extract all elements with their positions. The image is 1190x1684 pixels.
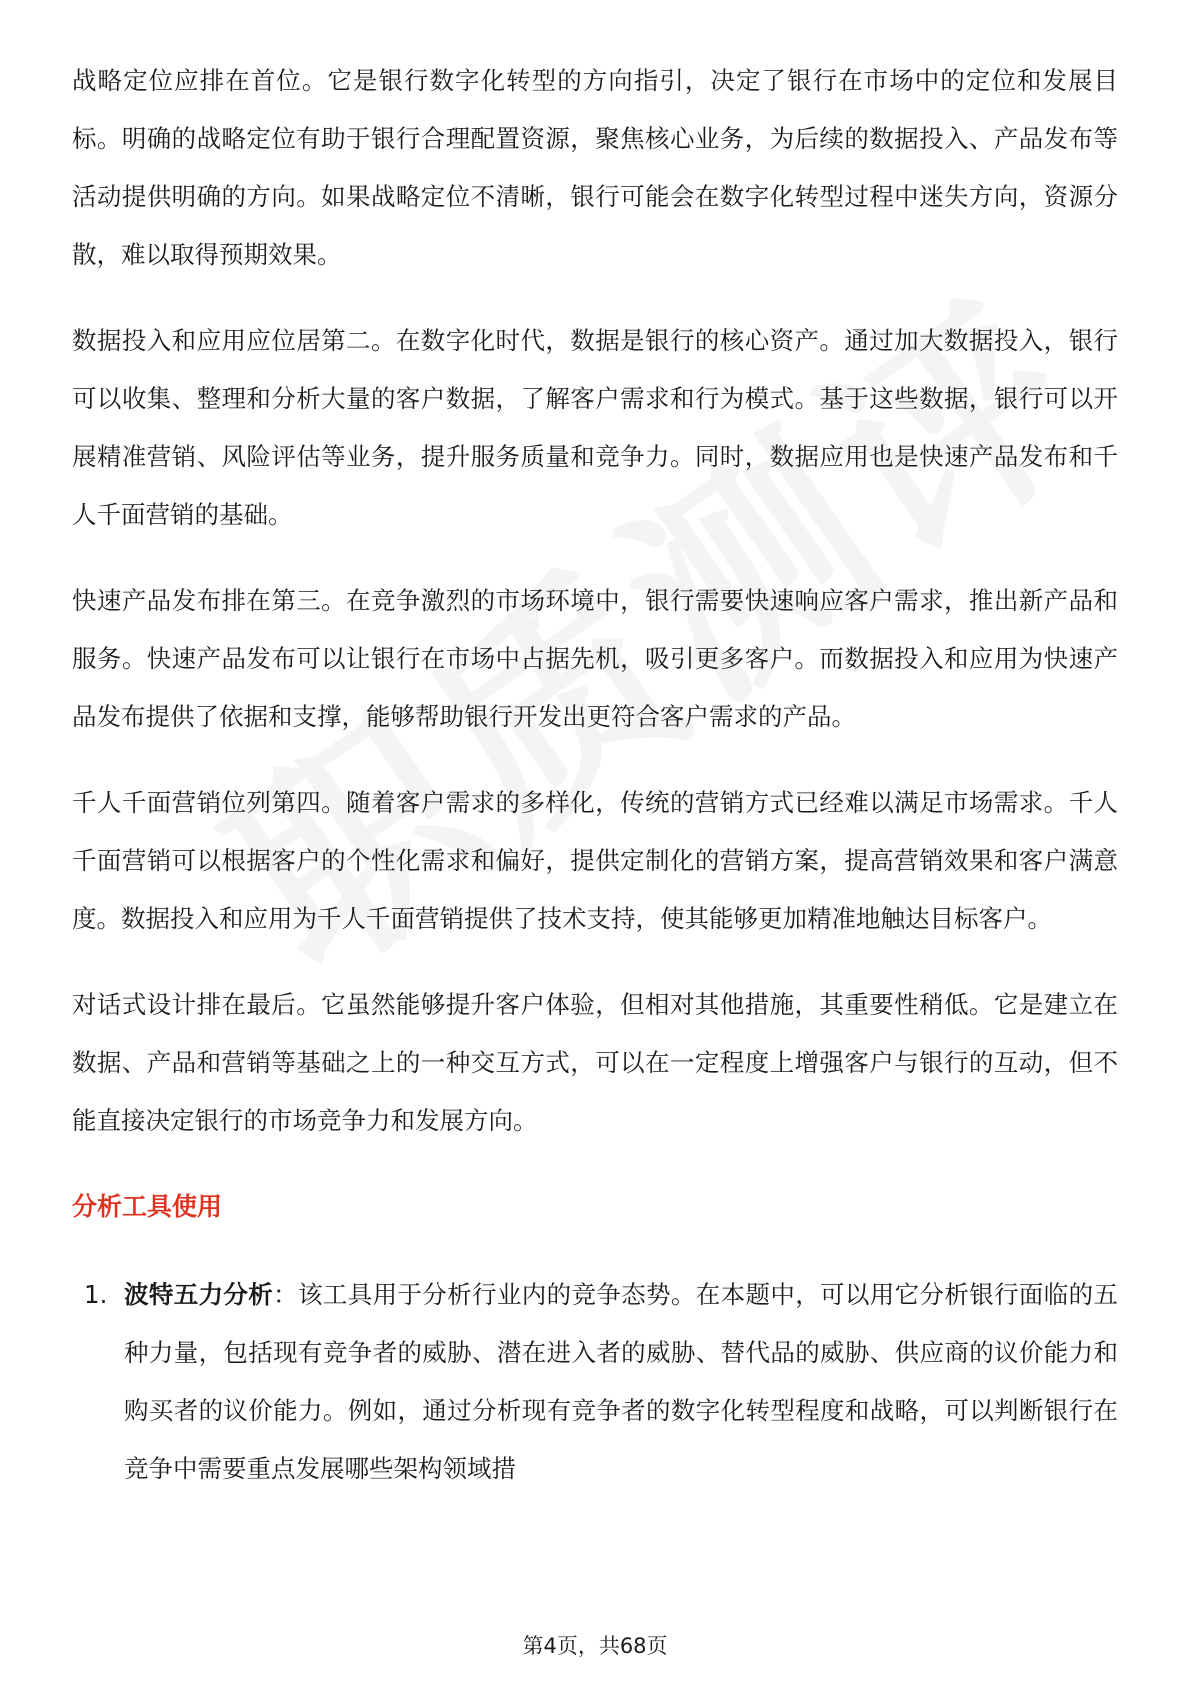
- page-number: 第4页，共68页: [522, 1634, 668, 1658]
- paragraph-data: 数据投入和应用应位居第二。在数字化时代，数据是银行的核心资产。通过加大数据投入，银行可以收集、整理和分析大量的客户数据，了解客户需求和行为模式。基于这些数据，银行可以开展精准营销、风险评估等业务，提升服务质量和竞争力。同时，数据应用也是快速产品发布和千人千面营销的基础。: [72, 326, 1118, 529]
- list-item: [72, 1266, 1118, 1498]
- paragraph-marketing: 千人千面营销位列第四。随着客户需求的多样化，传统的营销方式已经难以满足市场需求。千人千面营销可以根据客户的个性化需求和偏好，提供定制化的营销方案，提高营销效果和客户满意度。数据投入和应用为千人千面营销提供了技术支持，使其能够更加精准地触达目标客户。: [72, 788, 1118, 933]
- list-text: ：该工具用于分析行业内的竞争态势。在本题中，可以用它分析银行面临的五种力量，包括现有竞争者的威胁、潜在进入者的威胁、替代品的威胁、供应商的议价能力和购买者的议价能力。例如，通过分析现有竞争者的数字化转型程度和战略，可以判断银行在竞争中需要重点发展哪些架构领域措: [124, 1280, 1118, 1483]
- paragraph-conversation: 对话式设计排在最后。它虽然能够提升客户体验，但相对其他措施，其重要性稍低。它是建立在数据、产品和营销等基础之上的一种交互方式，可以在一定程度上增强客户与银行的互动，但不能直接决定银行的市场竞争力和发展方向。: [72, 990, 1118, 1135]
- paragraph-strategy: 战略定位应排在首位。它是银行数字化转型的方向指引，决定了银行在市场中的定位和发展目标。明确的战略定位有助于银行合理配置资源，聚焦核心业务，为后续的数据投入、产品发布等活动提供明确的方向。如果战略定位不清晰，银行可能会在数字化转型过程中迷失方向，资源分散，难以取得预期效果。: [72, 66, 1118, 269]
- list-number: 1.: [84, 1280, 108, 1309]
- tools-list: [72, 1266, 1118, 1498]
- page-footer: [0, 1630, 1190, 1660]
- section-title: 分析工具使用: [72, 1192, 223, 1221]
- paragraph-product: 快速产品发布排在第三。在竞争激烈的市场环境中，银行需要快速响应客户需求，推出新产品和服务。快速产品发布可以让银行在市场中占据先机，吸引更多客户。而数据投入和应用为快速产品发布提供了依据和支撑，能够帮助银行开发出更符合客户需求的产品。: [72, 586, 1118, 731]
- list-term: 波特五力分析: [124, 1280, 274, 1309]
- document-body: [72, 52, 1118, 1498]
